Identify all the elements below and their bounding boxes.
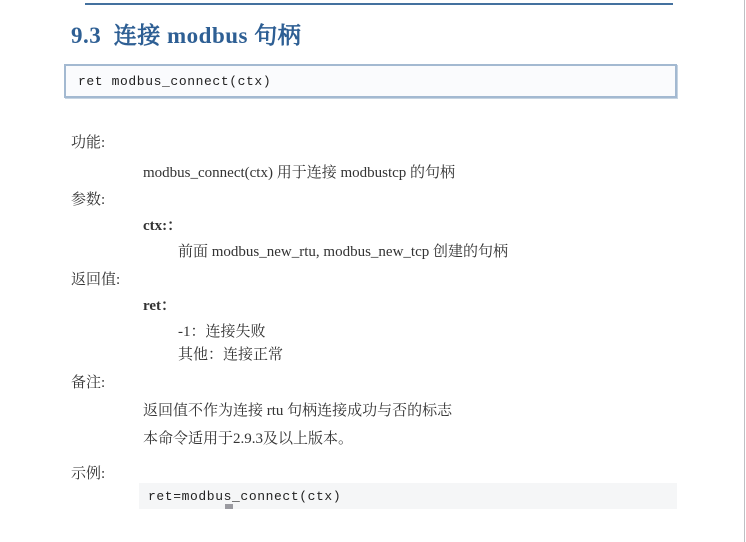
note-line-1: 返回值不作为连接 rtu 句柄连接成功与否的标志 <box>143 403 453 419</box>
example-code-box <box>139 483 677 509</box>
function-label: 功能: <box>71 135 106 151</box>
return-case-ok: 其他：连接正常 <box>178 347 284 363</box>
return-name: ret： <box>143 298 177 314</box>
example-label: 示例: <box>71 466 106 482</box>
syntax-code-text: ret modbus_connect(ctx) <box>78 73 272 89</box>
function-description: modbus_connect(ctx) 用于连接 modbustcp 的句柄 <box>143 165 456 181</box>
page-right-border <box>744 0 745 542</box>
section-top-rule <box>85 3 673 5</box>
example-code-text: ret=modbus_connect(ctx) <box>148 488 342 504</box>
resize-handle <box>225 504 233 509</box>
parameter-name: ctx:： <box>143 218 183 234</box>
section-heading: 9.3 连接 modbus 句柄 <box>71 23 302 48</box>
notes-label: 备注: <box>71 375 106 391</box>
note-line-2: 本命令适用于2.9.3及以上版本。 <box>143 431 354 447</box>
parameters-label: 参数: <box>71 192 106 208</box>
parameter-description: 前面 modbus_new_rtu, modbus_new_tcp 创建的句柄 <box>178 244 508 260</box>
return-label: 返回值: <box>71 272 121 288</box>
syntax-code-box <box>64 64 677 98</box>
return-case-fail: -1：连接失败 <box>178 324 266 340</box>
